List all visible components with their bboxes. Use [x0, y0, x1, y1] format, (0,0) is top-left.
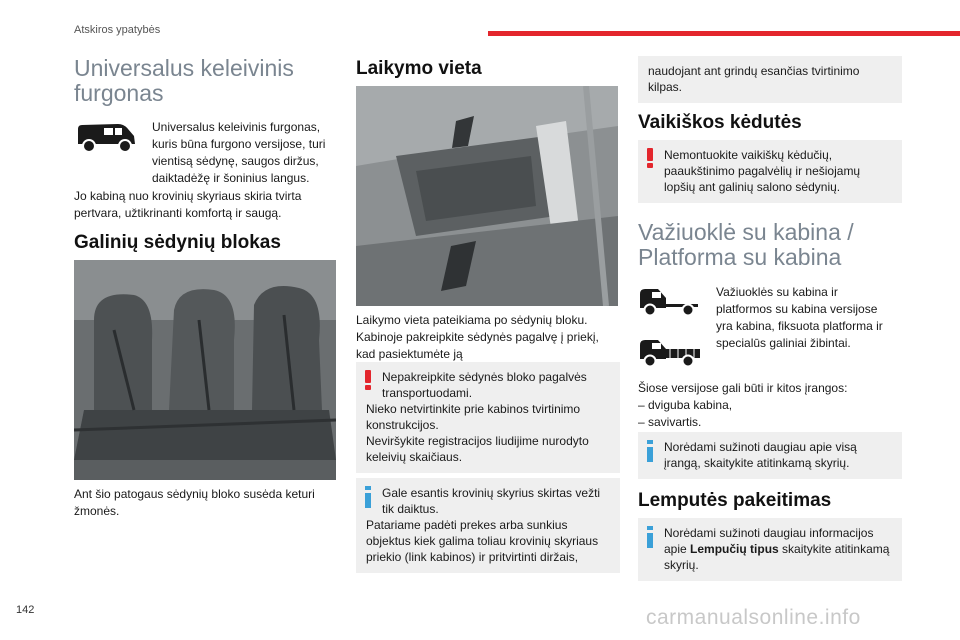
bulbs-info-text: [648, 525, 894, 573]
continued-info-note: [638, 56, 902, 103]
section-header: Atskiros ypatybės: [74, 24, 161, 36]
section-title-storage: Laikymo vieta: [356, 58, 482, 79]
equipment-info-text: Norėdami sužinoti daugiau apie visą įrangą, skaitykite atitinkamą skyrių.: [664, 440, 857, 470]
van-intro-row: [74, 119, 336, 187]
info-icon: [646, 440, 654, 466]
child-warning-line-2: paaukštinimo pagalvėlių ir nešiojamų lopšių ant galinių salono sėdynių.: [664, 164, 861, 194]
warning-icon: [364, 370, 372, 394]
warning-icon: [646, 148, 654, 172]
storage-info-note: [356, 478, 620, 573]
chassis-icons: [638, 284, 702, 374]
page-number: 142: [16, 604, 35, 616]
chassis-cab-icon: [638, 284, 702, 323]
storage-warning-note: [356, 362, 620, 473]
rear-seat-caption: Ant šio patogaus sėdynių bloko susėda keturi žmonės.: [74, 487, 315, 518]
info-line-1: Gale esantis krovinių skyrius skirtas vežti tik daiktus.: [382, 486, 601, 516]
section-title-bulb-replacement: Lemputės pakeitimas: [638, 490, 832, 511]
section-title-child-seats: Vaikiškos kėdutės: [638, 112, 802, 133]
storage-photo: [356, 86, 618, 306]
equipment-info-note: [638, 432, 902, 479]
equipment-intro: Šiose versijose gali būti ir kitos įrangos:: [638, 381, 848, 395]
child-seat-warning-note: [638, 140, 902, 203]
bulbs-info-after: skaitykite atitinkamą skyrių.: [664, 542, 890, 572]
chassis-intro-text: Važiuoklės su kabina ir platformos su kabina versijose yra kabina, fiksuota platforma ir specialūs galiniai žibintai.: [716, 285, 883, 350]
bulbs-info-note: [638, 518, 902, 581]
info-line-2: Patariame padėti prekes arba sunkius objektus kiek galima toliau krovinių skyriaus priekio (link kabinos) ir pritvirtinti diržais,: [366, 518, 599, 564]
header-accent-bar: [488, 31, 960, 36]
info-icon: [646, 526, 654, 552]
platform-cab-icon: [638, 335, 702, 374]
chassis-intro-row: [638, 284, 902, 374]
warning-line-3: Neviršykite registracijos liudijime nurodyto keleivių skaičiaus.: [366, 434, 589, 464]
section-title-chassis-cab: Važiuoklė su kabina / Platforma su kabina: [638, 219, 854, 270]
partition-paragraph: Jo kabiną nuo krovinių skyriaus skiria tvirta pertvara, užtikrinanti komfortą ir saugą.: [74, 189, 302, 220]
equipment-item: – savivartis.: [638, 415, 702, 429]
section-title-passenger-van: Universalus keleivinis furgonas: [74, 55, 294, 106]
child-warning-line-1: Nemontuokite vaikiškų kėdučių,: [664, 148, 833, 162]
storage-caption: Laikymo vieta pateikiama po sėdynių bloku. Kabinoje pakreipkite sėdynės pagalvę į priekį, kad pasiektumėte ją: [356, 313, 599, 361]
continued-info-text: naudojant ant grindų esančias tvirtinimo kilpas.: [648, 64, 860, 94]
equipment-item: – dviguba kabina,: [638, 398, 733, 412]
bulbs-info-before: Norėdami sužinoti daugiau informacijos apie: [664, 526, 874, 556]
subtitle-rear-seat-block: Galinių sėdynių blokas: [74, 232, 281, 253]
van-icon: [74, 119, 138, 187]
bulb-types-link[interactable]: Lempučių tipus: [690, 542, 779, 556]
van-intro-text: Universalus keleivinis furgonas, kuris būna furgono versijose, turi vientisą sėdynę, saugos diržus, daiktadėžę ir šoninius langus.: [152, 120, 326, 185]
rear-seat-photo: [74, 260, 336, 480]
info-icon: [364, 486, 372, 512]
warning-line-1: Nepakreipkite sėdynės bloko pagalvės transportuodami.: [382, 370, 587, 400]
watermark: carmanualsonline.info: [646, 606, 861, 629]
warning-line-2: Nieko netvirtinkite prie kabinos tvirtinimo konstrukcijos.: [366, 402, 581, 432]
